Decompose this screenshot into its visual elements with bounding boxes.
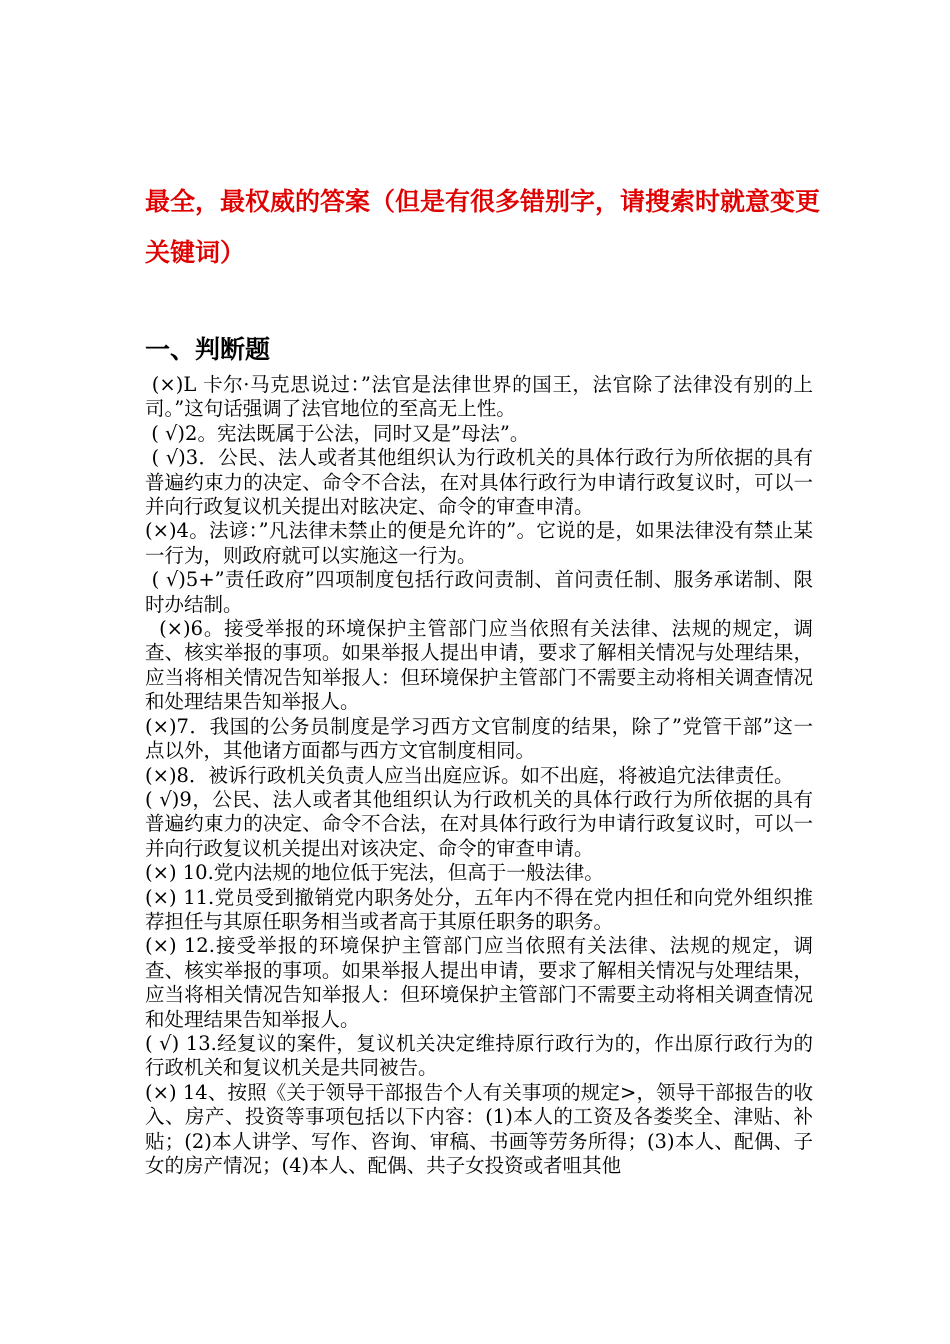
list-item: (×) 12.接受举报的环境保护主管部门应当依照有关法律、法规的规定，调查、核实举报的事项。如果举报人提出申请，要求了解相关情况与处理结果，应当将相关情况告知举报人：但环境保护主管部门不需要主动将相关调查情况和处理结果告知举报人。 <box>145 934 813 1031</box>
section-heading: 一、判断题 <box>145 335 271 364</box>
document-title: 最全，最权威的答案（但是有很多错别字，请搜索时就意变更关键词） <box>145 187 821 267</box>
list-item: (×)7．我国的公务员制度是学习西方文官制度的结果，除了”党管干部”这一点以外，其他诸方面都与西方文官制度相同。 <box>145 714 813 763</box>
list-item: (×)L 卡尔·马克思说过：”法官是法律世界的国王，法官除了法律没有别的上司。”这句话强调了法官地位的至高无上性。 <box>145 373 813 421</box>
question-list <box>145 373 813 1178</box>
list-item: (×) 14、按照《关于领导干部报告个人有关事项的规定>，领导干部报告的收入、房产、投资等事项包括以下内容：(1)本人的工资及各娄奖全、津贴、补贴；(2)本人讲学、写作、咨询、审稿、书画等劳务所得；(3)本人、配偶、子女的房产情况；(4)本人、配偶、共子女投资或者咀其他 <box>145 1080 813 1177</box>
list-item: (×)8．被诉行政机关负责人应当出庭应诉。如不出庭，将被追宂法律责任。 <box>145 763 794 787</box>
list-item: ( √)9，公民、法人或者其他组织认为行政机关的具体行政行为所依据的具有普遍约東力的决定、命令不合法，在对具体行政行为申请行政复议时，可以一并向行政复议机关提出对该决定、命令的审查申请。 <box>145 787 813 860</box>
list-item: (×)4。法谚：”凡法律未禁止的便是允许的”。它说的是，如果法律没有禁止某一行为，则政府就可以实施这一行为。 <box>145 519 813 567</box>
list-item: ( √)2。宪法既属于公法，同时又是”母法”。 <box>145 421 530 445</box>
list-item: (×) 11.党员受到撤销党内职务处分，五年内不得在党内担任和向党外组织推荐担任与其原任职务相当或者高于其原任职务的职务。 <box>145 885 813 933</box>
list-item: ( √)5+”责任政府”四项制度包括行政问责制、首问责任制、服务承诺制、限时办结制。 <box>145 568 813 616</box>
list-item: (×) 10.党内法规的地位低于宪法，但高于一般法律。 <box>145 861 604 885</box>
list-item: ( √)3．公民、法人或者其他组织认为行政机关的具体行政行为所依据的具有普遍约束力的决定、命令不合法，在对具体行政行为申请行政复议时，可以一并向行政复议机关提出对眩决定、命令的审查申清。 <box>145 446 814 519</box>
list-item: ( √) 13.经复议的案件，复议机关决定维持原行政行为的，作出原行政行为的行政机关和复议机关是共同被告。 <box>145 1031 813 1080</box>
list-item: (×)6。接受举报的环境保护主管部门应当依照有关法律、法规的规定，调查、核实举报的事项。如果举报人提出申请，要求了解相关情况与处理结果，应当将相关情况告知举报人：但环境保护主管部门不需要主动将相关调查情况和处理结果告知举报人。 <box>145 617 813 714</box>
